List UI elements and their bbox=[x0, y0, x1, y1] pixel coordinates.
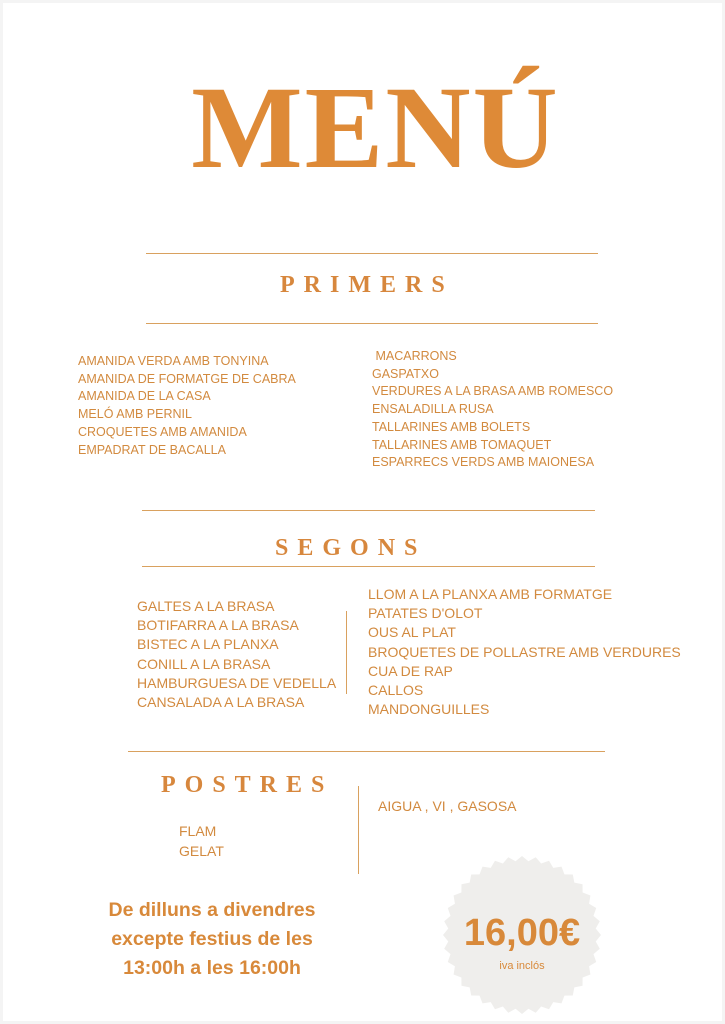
divider-segons-top bbox=[142, 510, 595, 511]
list-item: MACARRONS bbox=[372, 349, 457, 363]
list-item: LLOM A LA PLANXA AMB FORMATGE bbox=[368, 586, 613, 602]
list-item: VERDURES A LA BRASA AMB ROMESCO bbox=[372, 384, 614, 399]
menu-title: MENÚ bbox=[191, 62, 560, 193]
list-item: OUS AL PLAT bbox=[368, 624, 456, 641]
section-heading-postres: POSTRES bbox=[161, 772, 334, 798]
list-item: BOTIFARRA A LA BRASA bbox=[137, 617, 299, 634]
segons-column-divider bbox=[346, 611, 347, 694]
list-item: CROQUETES AMB AMANIDA bbox=[78, 424, 247, 439]
list-item: AMANIDA DE LA CASA bbox=[78, 389, 211, 404]
price-note: iva inclós bbox=[499, 960, 545, 972]
list-item: MELÓ AMB PERNIL bbox=[78, 407, 192, 422]
drinks-text: AIGUA , VI , GASOSA bbox=[378, 798, 517, 814]
primers-list-left bbox=[78, 353, 296, 459]
postres-column-divider bbox=[358, 786, 359, 874]
schedule-line: 13:00h a les 16:00h bbox=[123, 957, 301, 979]
list-item: CONILL A LA BRASA bbox=[137, 655, 271, 672]
schedule-text bbox=[83, 896, 341, 983]
price-amount: 16,00€ bbox=[463, 912, 581, 954]
list-item: AMANIDA DE FORMATGE DE CABRA bbox=[78, 371, 296, 386]
list-item: CALLOS bbox=[368, 682, 424, 699]
list-item: HAMBURGUESA DE VEDELLA bbox=[137, 674, 337, 691]
section-heading-segons: SEGONS bbox=[275, 535, 427, 561]
list-item: GASPATXO bbox=[372, 366, 439, 381]
segons-list-left bbox=[137, 597, 336, 712]
list-item: BISTEC A LA PLANXA bbox=[137, 636, 279, 653]
list-item: FLAM bbox=[179, 823, 217, 839]
list-item: GALTES A LA BRASA bbox=[137, 598, 275, 614]
list-item: CUA DE RAP bbox=[368, 662, 453, 679]
list-item: TALLARINES AMB BOLETS bbox=[372, 419, 531, 434]
menu-page bbox=[3, 3, 722, 1021]
divider-primers-bottom bbox=[146, 323, 598, 324]
primers-list-right bbox=[372, 348, 613, 472]
divider-segons-bottom bbox=[142, 566, 595, 567]
list-item: ENSALADILLA RUSA bbox=[372, 402, 494, 417]
list-item: MANDONGUILLES bbox=[368, 701, 490, 718]
schedule-line: De dilluns a divendres bbox=[108, 899, 316, 921]
list-item: CANSALADA A LA BRASA bbox=[137, 694, 305, 711]
list-item: ESPARRECS VERDS AMB MAIONESA bbox=[372, 455, 595, 470]
postres-list bbox=[179, 821, 224, 861]
list-item: PATATES D'OLOT bbox=[368, 605, 483, 622]
list-item: EMPADRAT DE BACALLA bbox=[78, 442, 226, 457]
divider-postres-top bbox=[128, 751, 605, 752]
list-item: TALLARINES AMB TOMAQUET bbox=[372, 437, 552, 452]
list-item: BROQUETES DE POLLASTRE AMB VERDURES bbox=[368, 643, 681, 660]
schedule-line: excepte festius de les bbox=[111, 928, 313, 950]
list-item: AMANIDA VERDA AMB TONYINA bbox=[78, 354, 269, 368]
list-item: GELAT bbox=[179, 843, 224, 859]
section-heading-primers: PRIMERS bbox=[280, 272, 454, 298]
segons-list-right bbox=[368, 585, 681, 719]
divider-primers-top bbox=[146, 253, 598, 254]
